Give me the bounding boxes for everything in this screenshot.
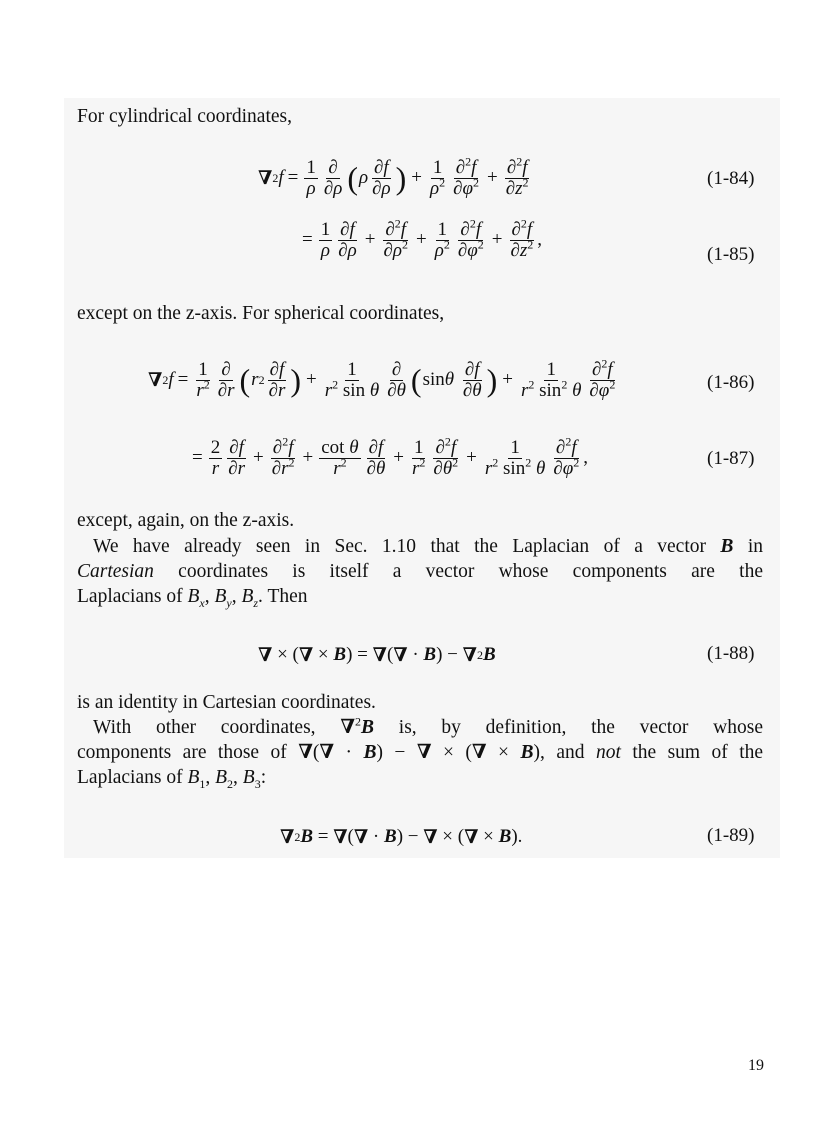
equation-number-1-88: (1-88) — [707, 643, 755, 664]
text-spherical-intro: except on the z-axis. For spherical coordinates, — [77, 303, 445, 324]
equation-number-1-84: (1-84) — [707, 168, 755, 189]
equation-1-87: = $\frac{2}{r}$ $\frac{\partial f}{\partial r}$ + $\frac{\partial^2f}{\partial r^2}$ + $\frac{\text{cot θ}}{r^2}$ $\frac{\partial f}{\partial\theta}$ + $\frac{1}{r^2}$ $\frac{\partial^2f}{\partial\theta^2}$ + $\frac{1}{r^2 \sin^2 \theta}$ $\frac{\partial^2f}{\partial\varphi^2}$ , — [192, 434, 588, 479]
equation-number-1-87: (1-87) — [707, 448, 755, 469]
equation-number-1-85: (1-85) — [707, 244, 755, 265]
text-identity-cartesian: is an identity in Cartesian coordinates. — [77, 692, 376, 713]
page-number: 19 — [748, 1057, 764, 1074]
text-again-z-axis: except, again, on the z-axis. — [77, 510, 295, 531]
equation-1-85: = $\frac{1}{\rho}$ $\frac{\partial f}{\partial\rho}$ + $\frac{\partial^2f}{\partial\rho^2}$ + $\frac{1}{\rho^2}$ $\frac{\partial^2f}{\partial\varphi^2}$ + $\frac{\partial^2f}{\partial z^2}$ , — [302, 216, 542, 261]
equation-1-86: ∇ 2 f = $\frac{1}{r^2}$ $\frac{\partial}{\partial r}$ ( r 2 $\frac{\partial f}{\partial r}$ ) + $\frac{1}{r^2 \sin \theta}$ $\frac{\partial}{\partial\theta}$ ( sin θ $\frac{\partial f}{\partial\theta}$ ) + $\frac{1}{r^2 \sin^2 \theta}$ $\frac{\partial^2f}{\partial\varphi^2}$ — [148, 356, 616, 401]
equation-number-1-89: (1-89) — [707, 825, 755, 846]
equation-1-89: ∇ 2 B = ∇ ( ∇ · B ) − ∇ × ( ∇ × B ). — [280, 826, 523, 848]
equation-1-84: ∇ 2 f = $\frac{1}{\rho}$ $\frac{\partial}{\partial\rho}$ ( ρ $\frac{\partial f}{\partial\rho}$ ) + $\frac{1}{\rho^2}$ $\frac{\partial^2f}{\partial\varphi^2}$ + $\frac{\partial^2f}{\partial z^2}$ — [258, 154, 529, 199]
equation-1-88: ∇ × ( ∇ × B ) = ∇ ( ∇ · B ) − ∇ 2 B — [258, 644, 496, 666]
text-cylindrical-intro: For cylindrical coordinates, — [77, 106, 292, 127]
equation-number-1-86: (1-86) — [707, 372, 755, 393]
text-other-coordinates: With other coordinates, ∇$^2$B is, by definition, the vector whose components are those of ∇(∇ · B) − ∇ × (∇ × B), and not the sum of the Laplacians of $B_1$, $B_2$, $B_3$: — [77, 714, 764, 791]
text-laplacian-vector: We have already seen in Sec. 1.10 that the Laplacian of a vector B in Cartesian coordinates is itself a vector whose components are the Laplacians of $B_x$, $B_y$, $B_z$. Then — [77, 536, 764, 610]
